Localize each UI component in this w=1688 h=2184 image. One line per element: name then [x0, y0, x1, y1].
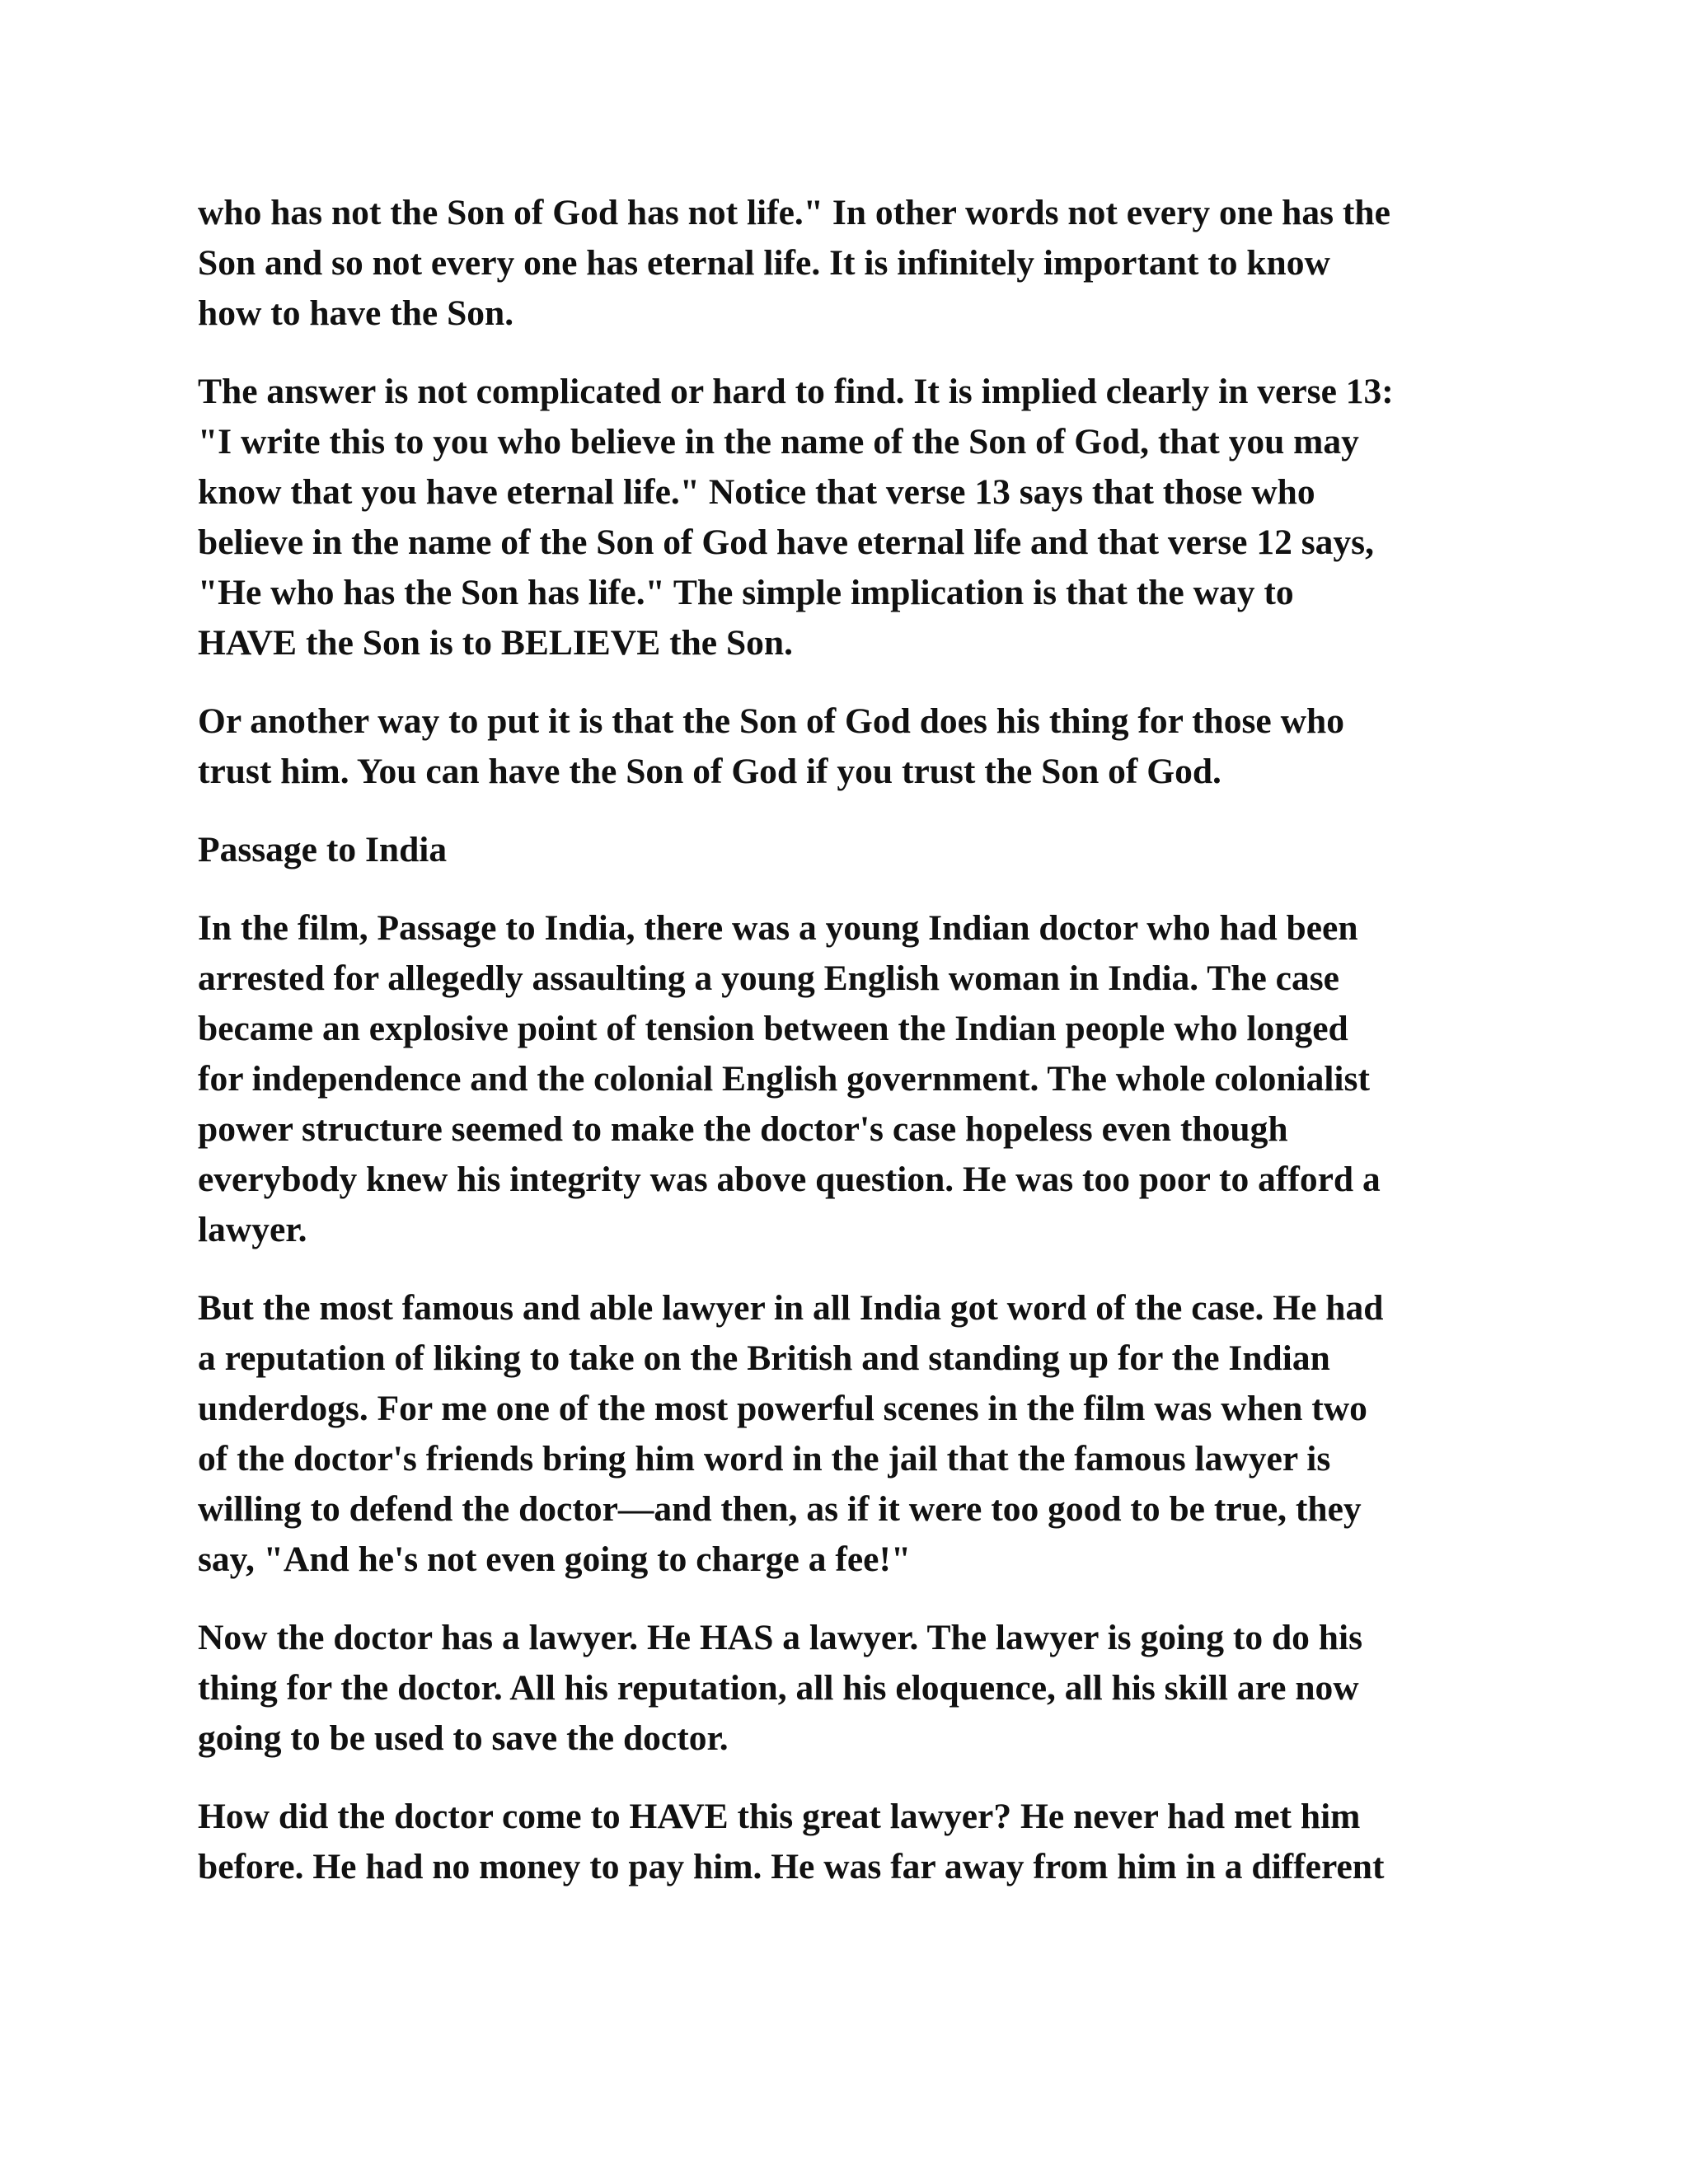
paragraph-6: [198, 1613, 1500, 1764]
paragraph-1: [198, 188, 1500, 339]
text-line: "He who has the Son has life." The simple implication is that the way to: [198, 573, 1294, 612]
document-body: [198, 188, 1500, 1920]
text-line: believe in the name of the Son of God have eternal life and that verse 12 says,: [198, 523, 1374, 562]
text-line: power structure seemed to make the doctor's case hopeless even though: [198, 1109, 1288, 1149]
heading-text: Passage to India: [198, 830, 448, 869]
text-line: Now the doctor has a lawyer. He HAS a lawyer. The lawyer is going to do his: [198, 1618, 1363, 1657]
text-line: lawyer.: [198, 1210, 307, 1249]
text-line: arrested for allegedly assaulting a young English woman in India. The case: [198, 958, 1339, 998]
paragraph-3: [198, 696, 1500, 797]
text-line: everybody knew his integrity was above question. He was too poor to afford a: [198, 1160, 1381, 1199]
text-line: But the most famous and able lawyer in all India got word of the case. He had: [198, 1288, 1384, 1328]
text-line: for independence and the colonial English government. The whole colonialist: [198, 1059, 1370, 1099]
text-line: trust him. You can have the Son of God if you trust the Son of God.: [198, 752, 1221, 791]
paragraph-2: [198, 367, 1500, 668]
text-line: going to be used to save the doctor.: [198, 1718, 729, 1758]
text-line: The answer is not complicated or hard to find. It is implied clearly in verse 13:: [198, 372, 1394, 411]
text-line: In the film, Passage to India, there was a young Indian doctor who had been: [198, 908, 1358, 948]
text-line: HAVE the Son is to BELIEVE the Son.: [198, 623, 793, 663]
text-line: know that you have eternal life." Notice that verse 13 says that those who: [198, 472, 1315, 512]
paragraph-5: [198, 1283, 1500, 1585]
text-line: willing to defend the doctor—and then, as if it were too good to be true, they: [198, 1489, 1362, 1529]
text-line: how to have the Son.: [198, 293, 514, 333]
text-line: became an explosive point of tension between the Indian people who longed: [198, 1009, 1348, 1048]
paragraph-4: [198, 903, 1500, 1255]
paragraph-7: [198, 1792, 1500, 1892]
text-line: "I write this to you who believe in the name of the Son of God, that you may: [198, 422, 1359, 462]
text-line: a reputation of liking to take on the British and standing up for the Indian: [198, 1338, 1330, 1378]
text-line: Son and so not every one has eternal life. It is infinitely important to know: [198, 243, 1330, 283]
text-line: say, "And he's not even going to charge a fee!": [198, 1540, 912, 1579]
text-line: How did the doctor come to HAVE this great lawyer? He never had met him: [198, 1797, 1361, 1836]
text-line: Or another way to put it is that the Son of God does his thing for those who: [198, 701, 1344, 741]
text-line: of the doctor's friends bring him word in the jail that the famous lawyer is: [198, 1439, 1331, 1479]
text-line: underdogs. For me one of the most powerful scenes in the film was when two: [198, 1389, 1367, 1428]
section-heading: [198, 825, 1500, 875]
text-line: who has not the Son of God has not life." In other words not every one has the: [198, 193, 1390, 232]
text-line: before. He had no money to pay him. He was far away from him in a different: [198, 1847, 1385, 1886]
text-line: thing for the doctor. All his reputation, all his eloquence, all his skill are now: [198, 1668, 1359, 1708]
